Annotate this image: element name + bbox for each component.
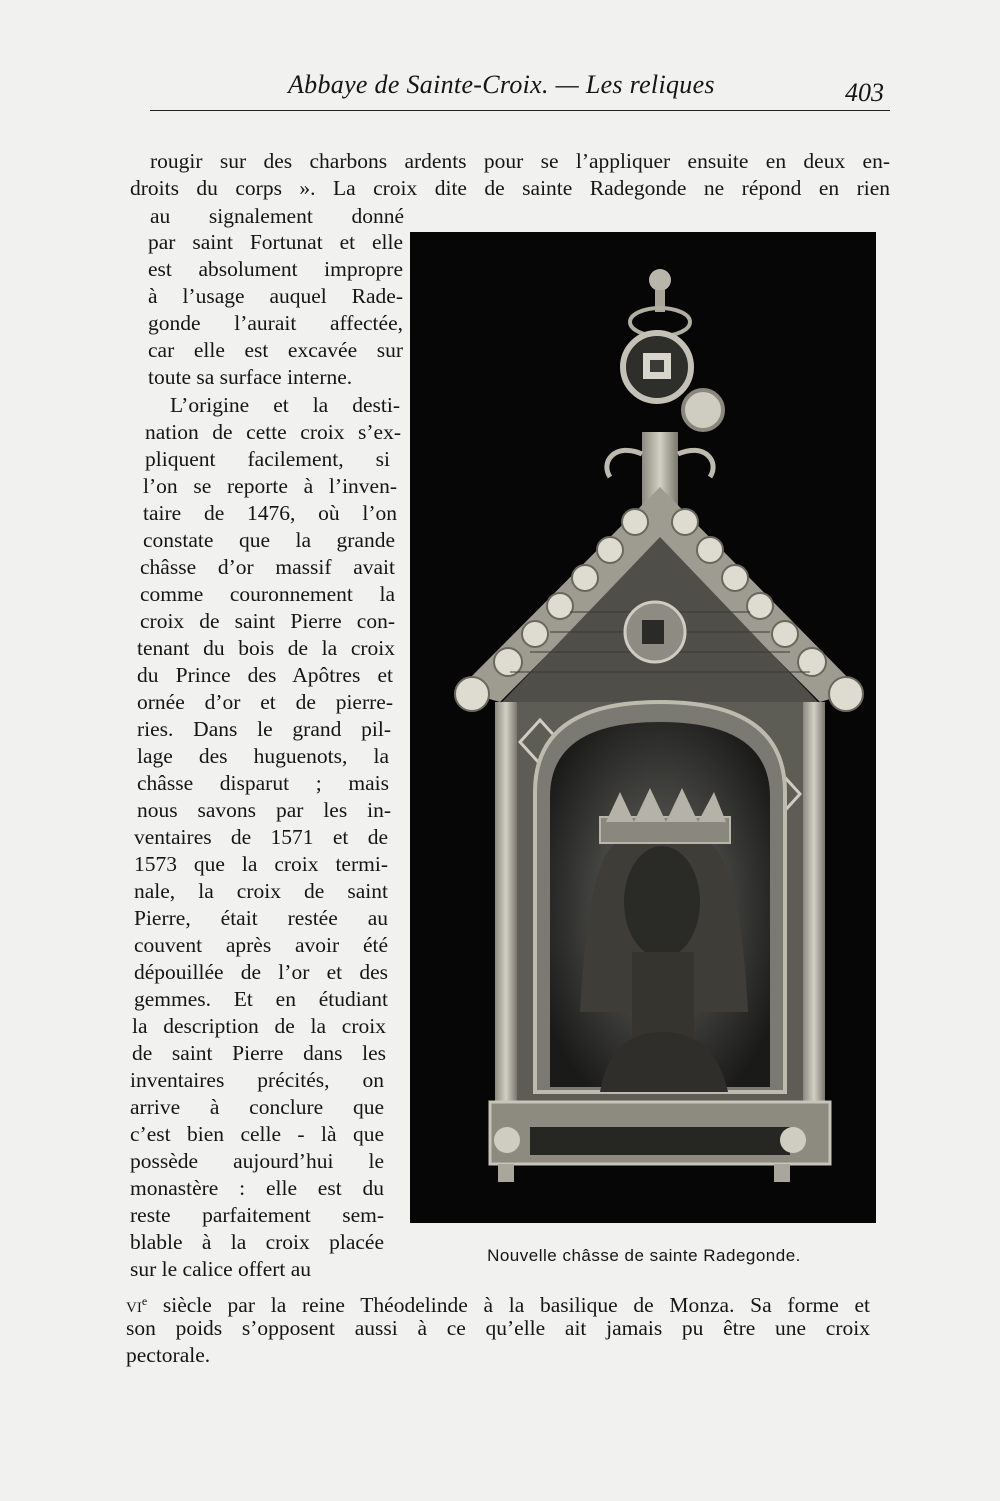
reliquary-shrine-illustration bbox=[410, 232, 876, 1223]
text-line: possède aujourd’hui le bbox=[130, 1149, 384, 1173]
text-line: c’est bien celle - là que bbox=[130, 1122, 384, 1146]
header-rule bbox=[150, 110, 890, 111]
text-line: reste parfaitement sem- bbox=[130, 1203, 384, 1227]
text-line: châsse d’or massif avait bbox=[140, 555, 395, 579]
text-line: au signalement donné bbox=[150, 204, 404, 228]
text-line: ries. Dans le grand pil- bbox=[137, 717, 391, 741]
text-line: arrive à conclure que bbox=[130, 1095, 384, 1119]
text-line: tenant du bois de la croix bbox=[137, 636, 395, 660]
text-line: inventaires précités, on bbox=[130, 1068, 384, 1092]
text-line: est absolument impropre bbox=[148, 257, 403, 281]
text-line: du Prince des Apôtres et bbox=[137, 663, 393, 687]
text-line: sur le calice offert au bbox=[130, 1257, 312, 1281]
century-numeral: vi bbox=[126, 1293, 142, 1317]
text-line: son poids s’opposent aussi à ce qu’elle ait jamais pu être une croix bbox=[126, 1316, 870, 1340]
text-line: blable à la croix placée bbox=[130, 1230, 384, 1254]
text-line: rougir sur des charbons ardents pour se l’appliquer ensuite en deux en- bbox=[150, 149, 890, 173]
text-line: gonde l’aurait affectée, bbox=[148, 311, 403, 335]
text-line: ventaires de 1571 et de bbox=[134, 825, 388, 849]
figure-caption: Nouvelle châsse de sainte Radegonde. bbox=[487, 1246, 801, 1265]
text-line: ornée d’or et de pierre- bbox=[137, 690, 393, 714]
text-line: croix de saint Pierre con- bbox=[140, 609, 395, 633]
text-line: monastère : elle est du bbox=[130, 1176, 384, 1200]
text-line: de saint Pierre dans les bbox=[132, 1041, 386, 1065]
text-line: châsse disparut ; mais bbox=[137, 771, 389, 795]
text-line: nale, la croix de saint bbox=[134, 879, 388, 903]
text-line: nation de cette croix s’ex- bbox=[145, 420, 401, 444]
text-line: pliquent facilement, si bbox=[145, 447, 390, 471]
text-line: couvent après avoir été bbox=[134, 933, 388, 957]
page-number: 403 bbox=[845, 78, 884, 107]
text-line: L’origine et la desti- bbox=[170, 393, 400, 417]
text-line: par saint Fortunat et elle bbox=[148, 230, 403, 254]
text-line: l’on se reporte à l’inven- bbox=[143, 474, 397, 498]
text-line: la description de la croix bbox=[132, 1014, 386, 1038]
text-line: Pierre, était restée au bbox=[134, 906, 388, 930]
text-line: gemmes. Et en étudiant bbox=[134, 987, 388, 1011]
text-line: 1573 que la croix termi- bbox=[134, 852, 388, 876]
text-line: car elle est excavée sur bbox=[148, 338, 403, 362]
text-line-content: siècle par la reine Théodelinde à la basilique de Monza. Sa forme et bbox=[147, 1293, 870, 1317]
text-line: lage des huguenots, la bbox=[137, 744, 389, 768]
text-line: dépouillée de l’or et des bbox=[134, 960, 388, 984]
text-line: comme couronnement la bbox=[140, 582, 395, 606]
text-line: constate que la grande bbox=[143, 528, 395, 552]
reliquary-photograph bbox=[410, 232, 876, 1223]
text-line: pectorale. bbox=[126, 1343, 211, 1367]
text-line: droits du corps ». La croix dite de sainte Radegonde ne répond en rien bbox=[130, 176, 890, 200]
running-title: Abbaye de Sainte-Croix. — Les reliques bbox=[288, 70, 715, 99]
text-line: à l’usage auquel Rade- bbox=[148, 284, 403, 308]
century-suffix: e bbox=[141, 1294, 148, 1308]
text-line: taire de 1476, où l’on bbox=[143, 501, 397, 525]
text-line: nous savons par les in- bbox=[137, 798, 391, 822]
text-line: toute sa surface interne. bbox=[148, 365, 353, 389]
text-line bbox=[126, 1288, 870, 1318]
